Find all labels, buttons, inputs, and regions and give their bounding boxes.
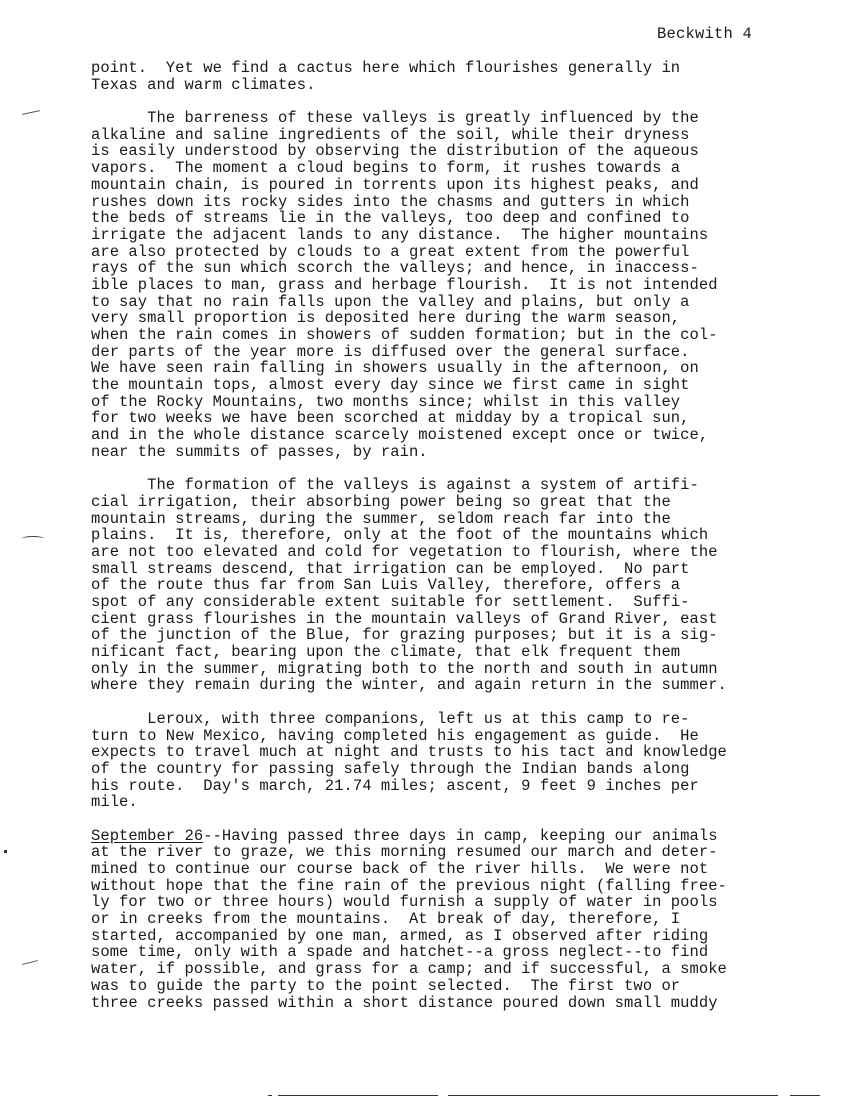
text-line: small streams descend, that irrigation can be employed. No part	[91, 559, 690, 578]
text-line: water, if possible, and grass for a camp; and if successful, a smoke	[91, 960, 727, 979]
scan-edge-rule	[278, 1095, 438, 1096]
text-line: cial irrigation, their absorbing power being so great that the	[91, 492, 671, 511]
text-line: vapors. The moment a cloud begins to form, it rushes towards a	[91, 159, 681, 178]
text-line: cient grass flourishes in the mountain valleys of Grand River, east	[91, 609, 718, 628]
text-line: are not too elevated and cold for vegetation to flourish, where the	[91, 542, 718, 561]
text-fragment: --Having passed three days in camp, keeping our animals	[203, 826, 718, 845]
text-line: nificant fact, bearing upon the climate, that elk frequent them	[91, 643, 681, 662]
paragraph	[91, 60, 791, 93]
text-line: of the Rocky Mountains, two months since; whilst in this valley	[91, 392, 681, 411]
text-line: alkaline and saline ingredients of the soil, while their dryness	[91, 125, 690, 144]
scan-edge-rule	[268, 1095, 272, 1096]
text-line: Texas and warm climates.	[91, 75, 316, 94]
text-line: expects to travel much at night and trusts to his tact and knowledge	[91, 743, 727, 762]
text-line: mountain streams, during the summer, seldom reach far into the	[91, 509, 671, 528]
paragraph	[91, 477, 791, 694]
text-line: near the summits of passes, by rain.	[91, 442, 428, 461]
text-line: where they remain during the winter, and again return in the summer.	[91, 676, 727, 695]
text-line: ly for two or three hours) would furnish a supply of water in pools	[91, 893, 718, 912]
text-line: at the river to graze, we this morning resumed our march and deter-	[91, 843, 718, 862]
date-heading: September 26	[91, 826, 204, 845]
text-line: or in creeks from the mountains. At break of day, therefore, I	[91, 910, 681, 929]
text-line: is easily understood by observing the distribution of the aqueous	[91, 142, 699, 161]
text-line: are also protected by clouds to a great extent from the powerful	[91, 242, 690, 261]
text-line: started, accompanied by one man, armed, as I observed after riding	[91, 926, 709, 945]
text-line: the beds of streams lie in the valleys, too deep and confined to	[91, 209, 690, 228]
text-line: the mountain tops, almost every day since we first came in sight	[91, 376, 690, 395]
paragraph	[91, 711, 791, 811]
text-line: Leroux, with three companions, left us at this camp to re-	[91, 709, 690, 728]
text-line: rays of the sun which scorch the valleys; and hence, in inaccess-	[91, 259, 699, 278]
paragraph	[91, 110, 791, 460]
text-line: only in the summer, migrating both to the north and south in autumn	[91, 659, 718, 678]
text-line: ible places to man, grass and herbage flourish. It is not intended	[91, 275, 718, 294]
text-line: of the junction of the Blue, for grazing purposes; but it is a sig-	[91, 626, 718, 645]
text-line: and in the whole distance scarcely moistened except once or twice,	[91, 426, 709, 445]
text-line: of the country for passing safely through the Indian bands along	[91, 759, 690, 778]
text-line: spot of any considerable extent suitable for settlement. Suffi-	[91, 593, 690, 611]
scan-edge-rule	[448, 1095, 778, 1096]
text-line: three creeks passed within a short distance poured down small muddy	[91, 993, 718, 1012]
text-line: irrigate the adjacent lands to any distance. The higher mountains	[91, 225, 709, 244]
text-line: his route. Day's march, 21.74 miles; ascent, 9 feet 9 inches per	[91, 776, 699, 795]
text-line: The barreness of these valleys is greatly influenced by the	[91, 109, 699, 128]
text-line: to say that no rain falls upon the valley and plains, but only a	[91, 292, 690, 311]
text-line: point. Yet we find a cactus here which flourishes generally in	[91, 59, 681, 77]
text-line: turn to New Mexico, having completed his engagement as guide. He	[91, 726, 699, 745]
document-body	[91, 60, 791, 1028]
text-line: for two weeks we have been scorched at midday by a tropical sun,	[91, 409, 690, 428]
text-line	[91, 828, 791, 845]
text-line: We have seen rain falling in showers usually in the afternoon, on	[91, 359, 699, 378]
text-line: without hope that the fine rain of the previous night (falling free-	[91, 876, 727, 895]
margin-mark	[4, 850, 7, 853]
text-line: rushes down its rocky sides into the chasms and gutters in which	[91, 192, 690, 211]
text-line: some time, only with a spade and hatchet--a gross neglect--to find	[91, 943, 709, 962]
text-line: plains. It is, therefore, only at the foot of the mountains which	[91, 526, 709, 545]
text-line: of the route thus far from San Luis Valley, therefore, offers a	[91, 576, 681, 595]
page-header: Beckwith 4	[656, 25, 752, 43]
text-line: when the rain comes in showers of sudden formation; but in the col-	[91, 326, 718, 344]
text-line: mountain chain, is poured in torrents upon its highest peaks, and	[91, 175, 699, 194]
margin-mark	[22, 536, 44, 541]
text-line: very small proportion is deposited here during the warm season,	[91, 309, 681, 328]
text-line: der parts of the year more is diffused over the general surface.	[91, 342, 690, 361]
scan-edge-rule	[790, 1095, 820, 1096]
paragraph	[91, 828, 791, 1012]
margin-mark	[22, 960, 38, 965]
text-line: The formation of the valleys is against a system of artifi-	[91, 476, 699, 495]
margin-mark	[22, 110, 40, 115]
text-line: mined to continue our course back of the river hills. We were not	[91, 860, 709, 878]
text-line: mile.	[91, 793, 138, 812]
text-line: was to guide the party to the point selected. The first two or	[91, 976, 681, 995]
